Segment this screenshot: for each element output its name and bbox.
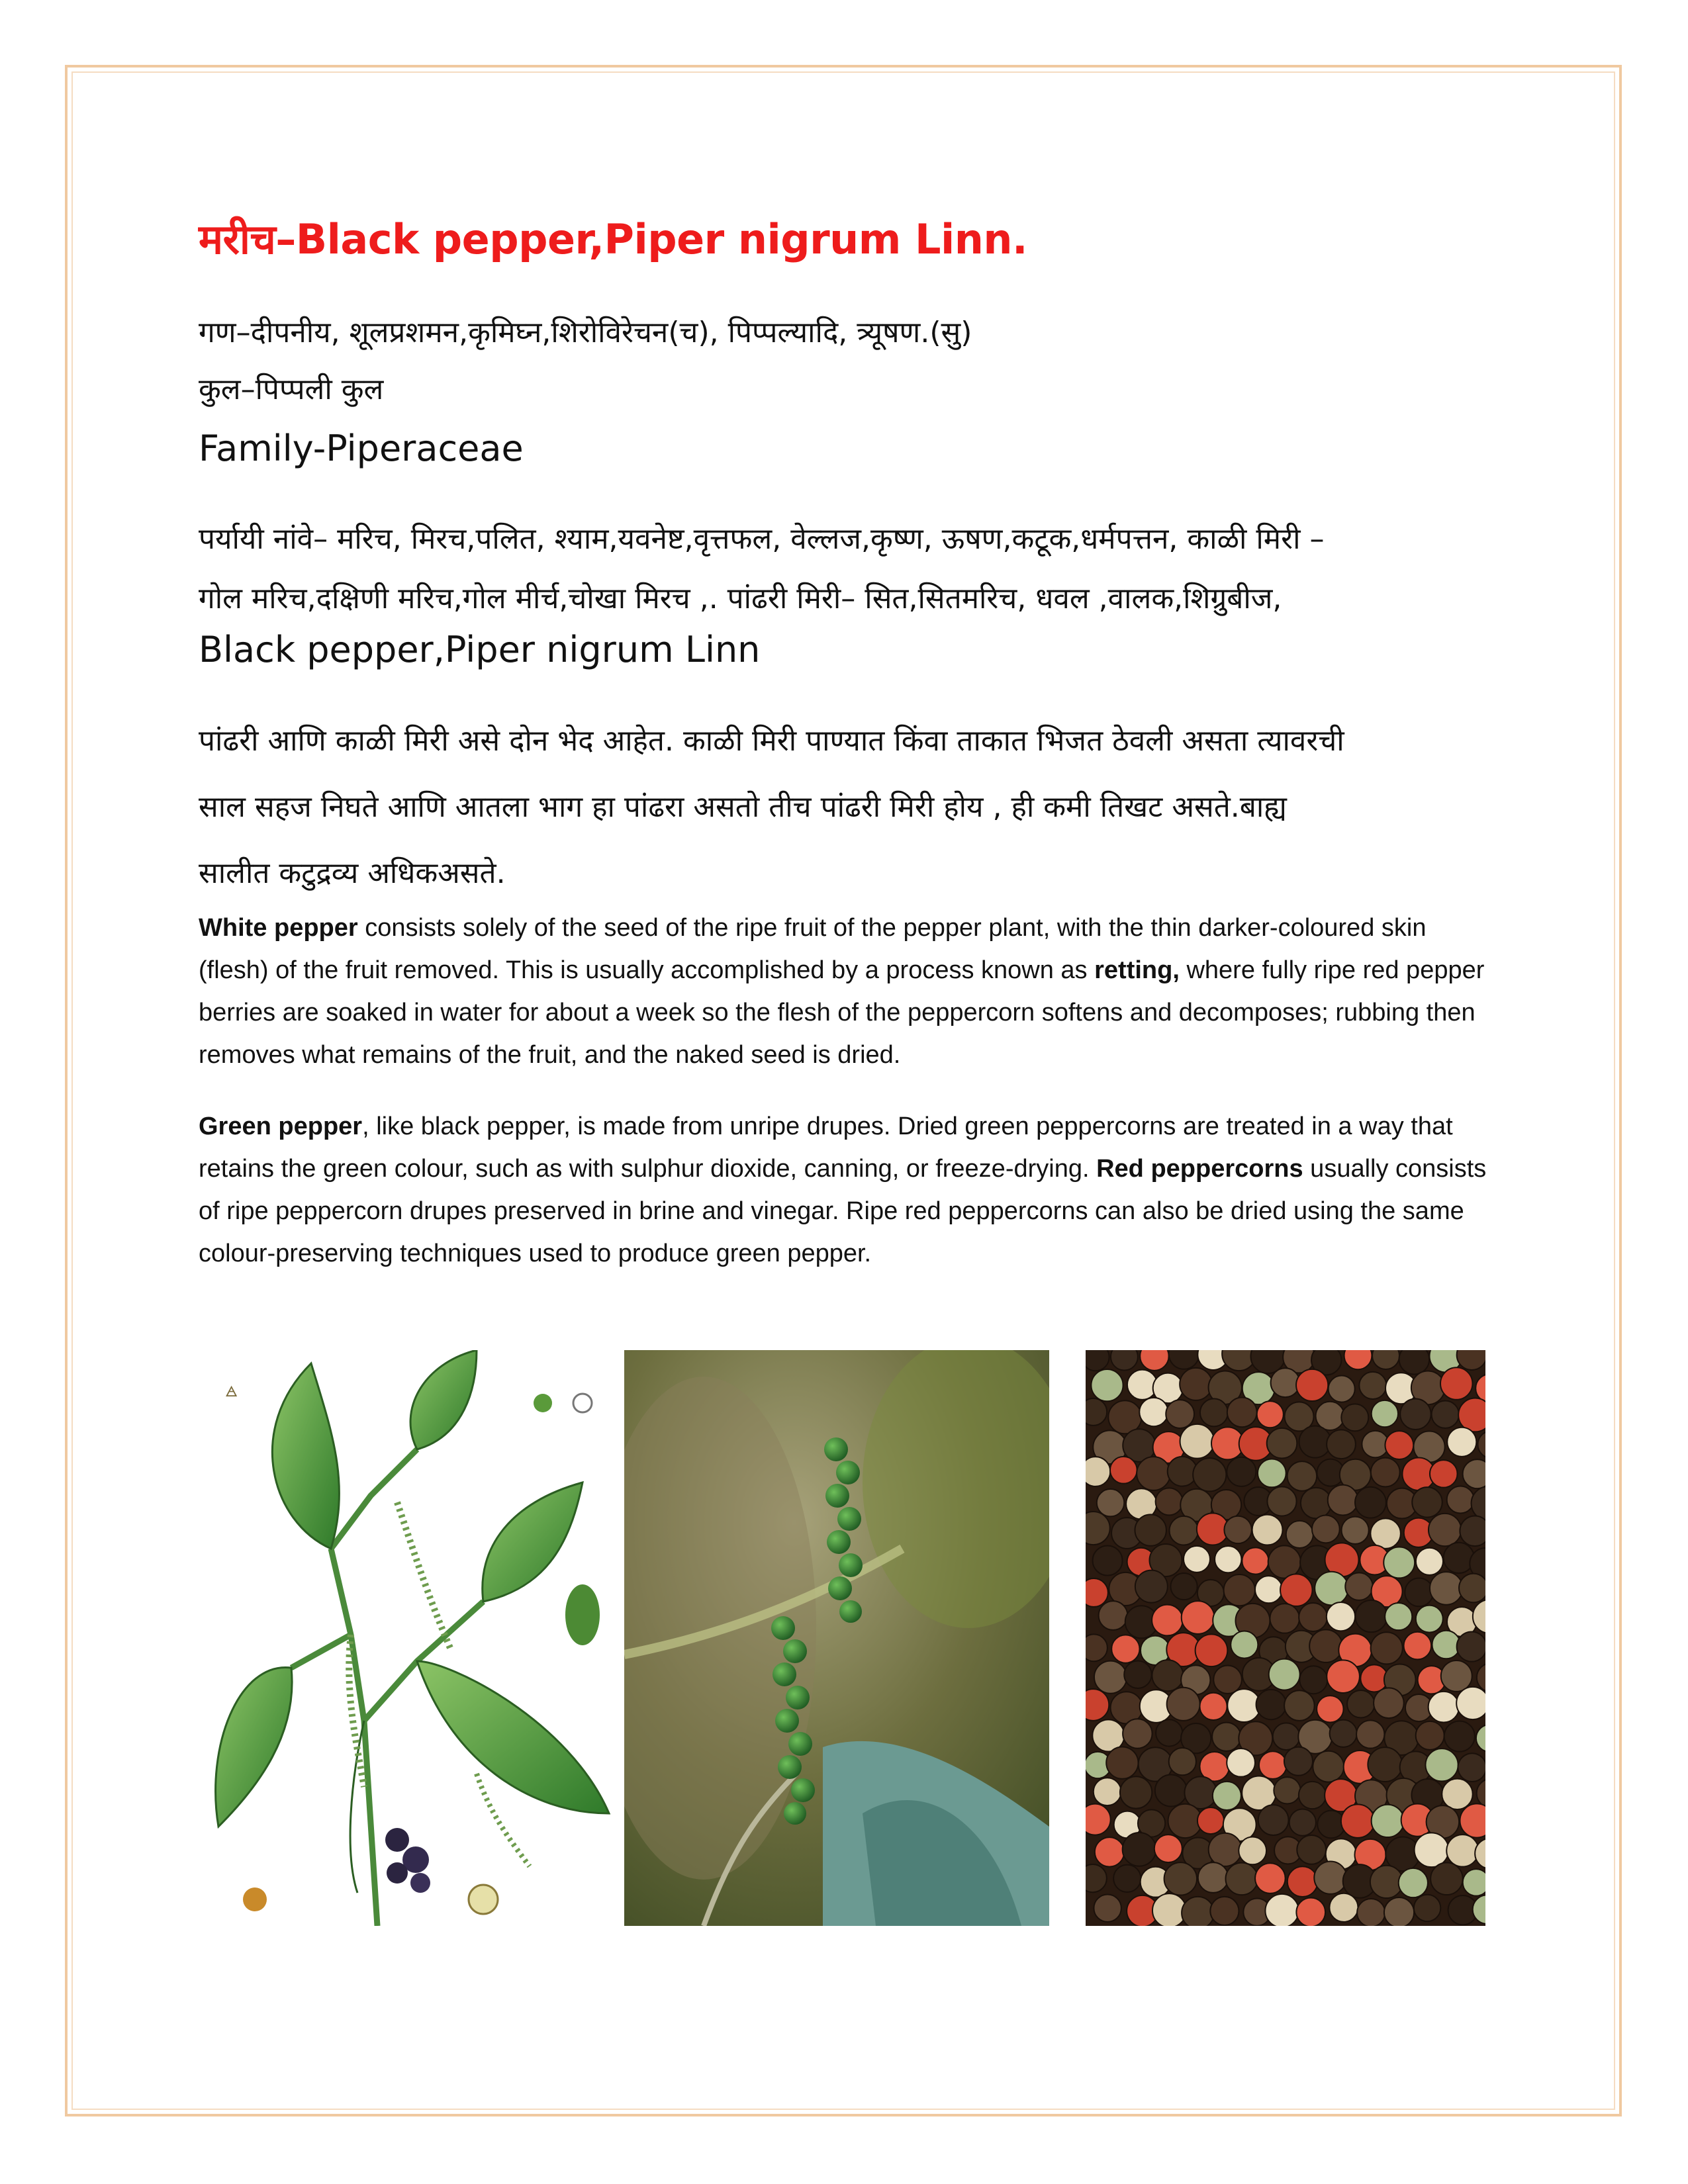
white-pepper-text: consists solely of the seed of the ripe fruit of the pepper plant, with the thin darker-coloured skin (flesh) of the fruit removed. This is usually accomplished by a process known as [199,914,1427,984]
synonyms-line: पर्यायी नांवे– मरिच, मिरच,पलित, श्याम,यवनेष्ट,वृत्तफल, वेल्लज,कृष्ण, ऊषण,कटूक,धर्मपत्तन, काळी मिरी – [199,522,1325,556]
white-pepper-paragraph [199,907,1496,1076]
green-pepper-photo [624,1350,1049,1926]
botanical-illustration [199,1350,622,1926]
red-peppercorns-term: Red peppercorns [1096,1155,1303,1183]
marathi-paragraph-line: साल सहज निघते आणि आतला भाग हा पांढरा असतो तीच पांढरी मिरी होय , ही कमी तिखट असते.बाह्य [199,790,1287,824]
retting-term: retting, [1094,956,1180,984]
kul-line: कुल–पिप्पली कुल [199,373,384,406]
green-peppercorn-spike-image [624,1350,1049,1926]
pepper-plant-illustration [199,1350,622,1926]
marathi-paragraph [199,708,1496,907]
synonyms-line: गोल मरिच,दक्षिणी मरिच,गोल मीर्च,चोखा मिरच ,. पांढरी मिरी– सित,सितमरिच, धवल ,वालक,शिग्रुबीज, [199,582,1282,615]
svg-text:🜁: 🜁 [225,1384,238,1400]
white-pepper-text-2: where fully ripe red pepper berries are soaked in water for about a week so the flesh of the peppercorn softens and decomposes; rubbing then removes what remains of the fruit, and the naked seed is dried. [199,956,1485,1069]
white-pepper-term: White pepper [199,914,358,942]
family-line: Family-Piperaceae [199,428,524,469]
synonyms-block [199,510,1496,629]
green-pepper-text-2: usually consists of ripe peppercorn drupes preserved in brine and vinegar. Ripe red peppercorns can also be dried using the same colour-preserving techniques used to produce green pepper. [199,1155,1487,1267]
page-title: मरीच–Black pepper,Piper nigrum Linn. [199,215,1028,263]
marathi-paragraph-line: पांढरी आणि काळी मिरी असे दोन भेद आहेत. काळी मिरी पाण्यात किंवा ताकात भिजत ठेवली असता त्यावरची [199,724,1344,758]
green-pepper-text: , like black pepper, is made from unripe drupes. Dried green peppercorns are treated in a way that retains the green colour, such as with sulphur dioxide, canning, or freeze-drying. [199,1113,1453,1183]
green-pepper-paragraph [199,1105,1496,1275]
marathi-paragraph-line: सालीत कटुद्रव्य अधिकअसते. [199,856,506,890]
peppercorns-image [1086,1350,1485,1926]
mixed-peppercorns-photo [1086,1350,1485,1926]
latin-name-heading: Black pepper,Piper nigrum Linn [199,629,761,670]
green-pepper-term: Green pepper [199,1113,363,1140]
gana-line: गण–दीपनीय, शूलप्रशमन,कृमिघ्न,शिरोविरेचन(च), पिप्पल्यादि, त्र्यूषण.(सु) [199,316,972,349]
